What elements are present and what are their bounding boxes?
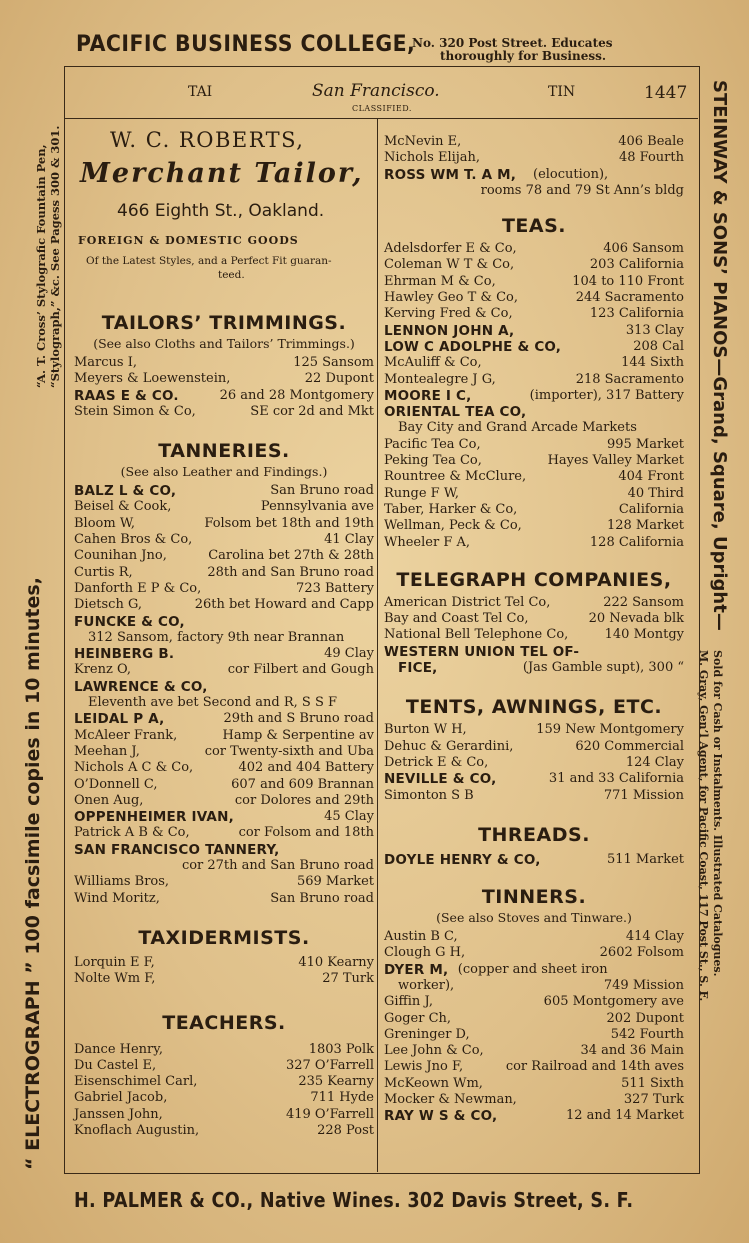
ad-goods: FOREIGN & DOMESTIC GOODS — [78, 234, 299, 247]
ad-line1: Of the Latest Styles, and a Perfect Fit guaran- — [86, 255, 332, 267]
left-margin-small-2: “Stylograph,” &c. See Pagess 300 & 301. — [48, 125, 62, 388]
listing-row — [74, 971, 374, 987]
listing-row — [384, 611, 684, 627]
listing-name: McKeown Wm, — [384, 1075, 483, 1091]
listing-row — [384, 274, 684, 290]
listing-address: cor Twenty-sixth and Uba — [204, 743, 374, 759]
listing-row — [74, 597, 374, 613]
listing-name: Knoflach Augustin, — [74, 1122, 200, 1138]
listing-address: 244 Sacramento — [575, 290, 684, 306]
listing-row — [384, 660, 684, 676]
listing-address: 511 Market — [606, 851, 684, 867]
listing-address: 28th and San Bruno road — [207, 564, 374, 580]
listing-address: 620 Commercial — [575, 738, 684, 754]
listing-address: 128 Market — [606, 518, 684, 534]
listing-address: 218 Sacramento — [575, 371, 684, 387]
section-heading: TENTS, AWNINGS, ETC. — [405, 696, 663, 719]
listing-name: Bay City and Grand Arcade Markets — [398, 420, 637, 436]
listing-name: Onen Aug, — [74, 792, 144, 808]
section-spacer — [384, 676, 684, 696]
listing-row — [384, 1059, 684, 1075]
listing-name: WESTERN UNION TEL OF- — [384, 643, 580, 660]
listing-name: BALZ L & CO, — [74, 483, 177, 500]
section-spacer — [384, 804, 684, 824]
listing-name: Du Castel E, — [74, 1057, 157, 1073]
listing-address: 128 California — [589, 534, 684, 550]
listing-name: Lee John & Co, — [384, 1043, 484, 1059]
listing-row — [74, 825, 374, 841]
listing-name: Pacific Tea Co, — [384, 436, 481, 452]
listing-row — [74, 679, 374, 695]
listing-row — [74, 630, 374, 646]
section-heading: TELEGRAPH COMPANIES, — [396, 568, 672, 591]
listing-row — [74, 728, 374, 744]
listing-row — [384, 978, 684, 994]
listing-row — [384, 1092, 684, 1108]
section-heading: TEAS. — [501, 215, 567, 238]
section-heading: THREADS. — [478, 823, 590, 846]
listing-name: Wellman, Peck & Co, — [384, 518, 522, 534]
listing-row — [384, 453, 684, 469]
listing-name: MOORE I C, — [384, 387, 472, 404]
listing-name: Peking Tea Co, — [384, 453, 482, 469]
listing-address: 511 Sixth — [621, 1075, 684, 1091]
listing-row — [384, 134, 684, 150]
listing-row — [384, 339, 684, 355]
listing-name: Burton W H, — [384, 722, 467, 738]
section-spacer — [384, 551, 684, 569]
listing-name: Dehuc & Gerardini, — [384, 738, 514, 754]
listing-name: Coleman W T & Co, — [384, 257, 515, 273]
ad-name: W. C. ROBERTS, — [110, 128, 305, 152]
listing-address: 125 Sansom — [293, 355, 374, 370]
listing-name: Giffin J, — [384, 994, 434, 1010]
listing-name: Dance Henry, — [74, 1041, 164, 1057]
listing-address: 202 Dupont — [606, 1010, 684, 1026]
listing-address: 406 Sansom — [603, 241, 684, 257]
listing-address: (Jas Gamble supt), 300 “ — [522, 660, 684, 676]
listing-name: Adelsdorfer E & Co, — [384, 241, 517, 257]
header-classified: CLASSIFIED. — [352, 104, 412, 113]
listing-row — [74, 1107, 374, 1123]
section-spacer — [74, 907, 374, 927]
listing-row — [384, 945, 684, 961]
listing-name: RAAS E & CO. — [74, 387, 179, 404]
listing-row — [384, 722, 684, 738]
listing-row — [384, 420, 684, 436]
listing-address: 2602 Folsom — [599, 945, 684, 961]
listing-name: SAN FRANCISCO TANNERY, — [74, 841, 280, 858]
listing-row — [74, 548, 374, 564]
listing-name: Mocker & Newman, — [384, 1092, 517, 1108]
listing-address: 404 Front — [618, 469, 684, 485]
listing-address: San Bruno road — [270, 890, 374, 906]
listing-name: HEINBERG B. — [74, 646, 175, 663]
listing-row — [384, 929, 684, 945]
listing-address: (importer), 317 Battery — [529, 387, 684, 403]
listing-row — [74, 891, 374, 907]
listing-name: ROSS WM T. A M, — [384, 166, 517, 183]
listing-name: Taber, Harker & Co, — [384, 501, 518, 517]
listing-name: National Bell Telephone Co, — [384, 627, 569, 643]
listing-name: Cahen Bros & Co, — [74, 532, 193, 548]
listing-row — [384, 852, 684, 868]
listing-name: Bloom W, — [74, 515, 136, 531]
listing-row — [384, 755, 684, 771]
listing-address: 12 and 14 Market — [566, 1108, 684, 1124]
listing-address: 327 Turk — [623, 1092, 684, 1108]
footer-ad: H. PALMER & CO., Native Wines. 302 Davis Street, S. F. — [74, 1188, 634, 1212]
listing-name: Krenz O, — [74, 662, 132, 678]
listing-name: cor 27th and San Bruno road — [181, 858, 374, 874]
listing-row — [74, 760, 374, 776]
listing-name: Danforth E P & Co, — [74, 580, 202, 596]
listing-name: FUNCKE & CO, — [74, 613, 185, 630]
listing-address: 569 Market — [296, 874, 374, 890]
right-margin-small-2: M. Gray, Gen’l Agent, for Pacific Coast, 117 Post St., S. F. — [697, 650, 710, 1002]
top-banner-line2: thoroughly for Business. — [440, 49, 607, 63]
listing-name: worker), — [398, 977, 455, 993]
listing-row — [384, 306, 684, 322]
listing-name: 312 Sansom, factory 9th near Brannan — [88, 629, 345, 645]
listing-name: Nichols Elijah, — [384, 150, 481, 166]
listing-name: McNevin E, — [384, 134, 462, 149]
listing-name: Montealegre J G, — [384, 371, 496, 387]
listing-name: rooms 78 and 79 St Ann’s bldg — [480, 182, 684, 198]
listing-name: Greninger D, — [384, 1026, 470, 1042]
listing-row — [384, 1108, 684, 1124]
listing-address: 123 California — [589, 306, 684, 322]
listing-address: 140 Montgy — [604, 627, 684, 643]
listing-name: Stein Simon & Co, — [74, 403, 196, 419]
listing-name: Clough G H, — [384, 945, 466, 961]
listing-name: DYER M, — [384, 961, 449, 978]
listing-name: Kerving Fred & Co, — [384, 306, 513, 322]
listing-row — [384, 257, 684, 273]
listing-address: cor Railroad and 14th aves — [505, 1059, 684, 1075]
listing-name: Nolte Wm F, — [74, 971, 156, 987]
listing-name: McAuliff & Co, — [384, 355, 482, 371]
listing-row — [384, 486, 684, 502]
listing-address: (copper and sheet iron — [457, 961, 608, 977]
listing-row — [384, 372, 684, 388]
listing-address: 45 Clay — [324, 809, 374, 825]
listing-row — [384, 535, 684, 551]
listing-name: LENNON JOHN A, — [384, 322, 515, 339]
listing-address: 29th and S Bruno road — [223, 711, 374, 727]
listing-address: 771 Mission — [603, 787, 684, 803]
listing-address: Hayes Valley Market — [547, 453, 684, 469]
listing-row — [74, 874, 374, 890]
listing-address: 104 to 110 Front — [572, 273, 684, 289]
listing-name: American District Tel Co, — [384, 594, 551, 610]
listing-row — [74, 1042, 374, 1058]
listing-address: 228 Post — [317, 1122, 374, 1138]
listing-name: RAY W S & CO, — [384, 1108, 498, 1125]
listing-address: 144 Sixth — [621, 355, 684, 371]
section-spacer — [74, 1034, 374, 1042]
listing-row — [384, 771, 684, 787]
listing-row — [74, 1123, 374, 1139]
listing-address: 34 and 36 Main — [580, 1043, 684, 1059]
listing-row — [384, 469, 684, 485]
page-number: 1447 — [644, 83, 688, 103]
listing-row — [384, 150, 684, 166]
listing-row — [384, 644, 684, 660]
listing-row — [74, 371, 374, 387]
listing-name: Simonton S B — [384, 787, 474, 803]
listing-row — [384, 323, 684, 339]
listing-row — [384, 518, 684, 534]
listing-row — [384, 388, 684, 404]
listing-row — [74, 565, 374, 581]
listing-name: Beisel & Cook, — [74, 499, 172, 515]
ad-title: Merchant Tailor, — [80, 158, 364, 189]
listing-address: California — [618, 501, 684, 517]
listing-name: Detrick E & Co, — [384, 754, 489, 770]
listing-name: Counihan Jno, — [74, 548, 167, 564]
left-margin-small-1: “A. T. Cross’ Stylografic Fountain Pen, — [34, 144, 48, 388]
section-spacer — [74, 988, 374, 1012]
listing-name: Dietsch G, — [74, 597, 143, 613]
header-right-guide: TIN — [548, 84, 576, 100]
listing-name: LEIDAL P A, — [74, 711, 165, 728]
listing-address: Folsom bet 18th and 19th — [204, 515, 374, 531]
listing-name: O’Donnell C, — [74, 776, 158, 792]
listing-address: 26 and 28 Montgomery — [219, 387, 374, 403]
listing-row — [384, 502, 684, 518]
section-note: (See also Stoves and Tinware.) — [436, 910, 632, 926]
listing-row — [384, 437, 684, 453]
listing-name: Eisenschimel Carl, — [74, 1074, 198, 1090]
listing-row — [74, 1090, 374, 1106]
listing-row — [384, 241, 684, 257]
listing-row — [74, 955, 374, 971]
ad-line2: teed. — [218, 269, 245, 281]
right-column — [384, 134, 684, 1125]
listing-name: ORIENTAL TEA CO, — [384, 404, 527, 421]
listing-row — [384, 994, 684, 1010]
listing-address: 995 Market — [606, 436, 684, 452]
section-note: (See also Cloths and Tailors’ Trimmings.) — [93, 336, 355, 351]
section-spacer — [384, 199, 684, 215]
listing-row — [74, 516, 374, 532]
listing-row — [74, 614, 374, 630]
listing-address: Hamp & Serpentine av — [222, 727, 374, 743]
listing-address: 542 Fourth — [610, 1026, 684, 1042]
listing-address: 313 Clay — [625, 322, 684, 338]
listing-name: Hawley Geo T & Co, — [384, 290, 518, 306]
listing-name: FICE, — [398, 660, 438, 677]
listing-row — [74, 499, 374, 515]
listing-row — [74, 388, 374, 404]
listing-row — [74, 355, 374, 371]
listing-row — [384, 404, 684, 420]
listing-address: 222 Sansom — [603, 594, 684, 610]
listing-name: McAleer Frank, — [74, 727, 178, 743]
listing-address: SE cor 2d and Mkt — [250, 403, 374, 419]
section-heading: TANNERIES. — [158, 440, 290, 463]
listing-address: 1803 Polk — [308, 1041, 374, 1057]
section-spacer — [384, 868, 684, 886]
listing-address: 723 Battery — [296, 580, 374, 596]
listing-name: Bay and Coast Tel Co, — [384, 611, 529, 627]
listing-row — [384, 627, 684, 643]
listing-row — [384, 183, 684, 199]
listing-name: Austin B C, — [384, 929, 458, 945]
listing-address: 711 Hyde — [310, 1090, 374, 1106]
left-margin-big: “ ELECTROGRAPH ” 100 facsimile copies in 10 minutes, — [22, 577, 44, 1170]
listing-row — [74, 793, 374, 809]
listing-address: 40 Third — [627, 485, 684, 501]
listing-name: NEVILLE & CO, — [384, 771, 497, 788]
ad-address: 466 Eighth St., Oakland. — [117, 201, 325, 221]
left-column — [74, 312, 374, 1139]
listing-address: 419 O’Farrell — [285, 1106, 374, 1122]
listing-name: Williams Bros, — [74, 874, 170, 890]
listing-address: 749 Mission — [603, 977, 684, 993]
listing-address: 20 Nevada blk — [588, 611, 684, 627]
listing-row — [74, 1058, 374, 1074]
listing-address: 48 Fourth — [619, 150, 684, 166]
listing-row — [384, 739, 684, 755]
listing-address: 27 Turk — [322, 971, 374, 987]
listing-name: Curtis R, — [74, 564, 133, 580]
listing-name: Meyers & Loewenstein, — [74, 371, 231, 387]
listing-row — [384, 788, 684, 804]
listing-row — [74, 695, 374, 711]
listing-row — [384, 290, 684, 306]
listing-address: Pennsylvania ave — [260, 499, 374, 515]
listing-row — [74, 858, 374, 874]
listing-row — [384, 962, 684, 978]
listing-name: Wind Moritz, — [74, 890, 160, 906]
listing-row — [384, 595, 684, 611]
listing-row — [384, 1011, 684, 1027]
listing-row — [384, 1076, 684, 1092]
listing-address: 49 Clay — [324, 646, 374, 662]
listing-address: 414 Clay — [625, 929, 684, 945]
listing-address: cor Dolores and 29th — [234, 792, 374, 808]
listing-name: Runge F W, — [384, 485, 460, 501]
listing-row — [74, 404, 374, 420]
listing-name: Wheeler F A, — [384, 534, 470, 550]
listing-name: Marcus I, — [74, 355, 138, 370]
listing-row — [74, 777, 374, 793]
listing-address: 124 Clay — [625, 754, 684, 770]
listing-name: Goger Ch, — [384, 1010, 452, 1026]
header-city: San Francisco. — [312, 81, 440, 101]
listing-name: LOW C ADOLPHE & CO, — [384, 338, 562, 355]
listing-row — [74, 483, 374, 499]
listing-name: Eleventh ave bet Second and R, S S F — [88, 695, 338, 711]
listing-row — [74, 842, 374, 858]
listing-address: 410 Kearny — [298, 954, 374, 970]
listing-row — [74, 646, 374, 662]
listing-address: 605 Montgomery ave — [543, 994, 684, 1010]
listing-address: cor Folsom and 18th — [238, 825, 374, 841]
listing-row — [384, 1027, 684, 1043]
listing-name: Ehrman M & Co, — [384, 273, 496, 289]
listing-name: Gabriel Jacob, — [74, 1090, 168, 1106]
top-banner-line1: No. 320 Post Street. Educates — [412, 36, 613, 50]
listing-name: Lorquin E F, — [74, 954, 155, 970]
listing-row — [384, 355, 684, 371]
listing-address: (elocution), — [533, 166, 609, 182]
listing-row — [74, 532, 374, 548]
listing-name: Patrick A B & Co, — [74, 825, 190, 841]
listing-address: cor Filbert and Gough — [227, 662, 374, 678]
listing-address: 159 New Montgomery — [536, 722, 684, 738]
right-margin-big: STEINWAY & SONS’ PIANOS—Grand, Square, Upright— — [709, 80, 730, 631]
listing-name: Lewis Jno F, — [384, 1059, 464, 1075]
listing-row — [384, 1043, 684, 1059]
section-heading: TINNERS. — [481, 886, 587, 909]
top-banner-name: PACIFIC BUSINESS COLLEGE, — [76, 32, 416, 57]
listing-address: San Bruno road — [270, 483, 374, 499]
listing-address: 31 and 33 California — [548, 771, 684, 787]
listing-name: Meehan J, — [74, 743, 140, 759]
listing-address: 26th bet Howard and Capp — [194, 597, 374, 613]
listing-row — [74, 744, 374, 760]
section-note: (See also Leather and Findings.) — [120, 464, 328, 480]
listing-row — [74, 1074, 374, 1090]
listing-address: 41 Clay — [324, 532, 374, 548]
right-margin-small-1: Sold for Cash or Instalments. Illustrated Catalogues. — [711, 650, 724, 977]
listing-name: OPPENHEIMER IVAN, — [74, 809, 234, 826]
listing-name: Rountree & McClure, — [384, 469, 527, 485]
listing-name: Janssen John, — [74, 1106, 163, 1122]
listing-address: 402 and 404 Battery — [238, 760, 374, 776]
listing-address: 208 Cal — [633, 338, 684, 354]
listing-address: 22 Dupont — [304, 371, 374, 387]
listing-row — [384, 167, 684, 183]
header-rule — [64, 118, 698, 119]
listing-name: DOYLE HENRY & CO, — [384, 851, 541, 868]
listing-address: 203 California — [589, 257, 684, 273]
listing-address: 607 and 609 Brannan — [231, 776, 374, 792]
section-heading: TEACHERS. — [162, 1011, 286, 1034]
listing-address: 327 O’Farrell — [285, 1057, 374, 1073]
listing-row — [74, 711, 374, 727]
listing-name: Nichols A C & Co, — [74, 760, 194, 776]
header-left-guide: TAI — [188, 84, 213, 100]
listing-row — [74, 809, 374, 825]
listing-address: 235 Kearny — [298, 1074, 374, 1090]
listing-row — [74, 581, 374, 597]
section-heading: TAILORS’ TRIMMINGS. — [101, 312, 347, 334]
section-heading: TAXIDERMISTS. — [138, 926, 310, 949]
listing-name: LAWRENCE & CO, — [74, 678, 208, 695]
listing-row — [74, 662, 374, 678]
listing-address: 406 Beale — [618, 134, 684, 149]
section-spacer — [74, 420, 374, 440]
column-rule — [377, 118, 378, 1172]
listing-address: Carolina bet 27th & 28th — [208, 548, 374, 564]
